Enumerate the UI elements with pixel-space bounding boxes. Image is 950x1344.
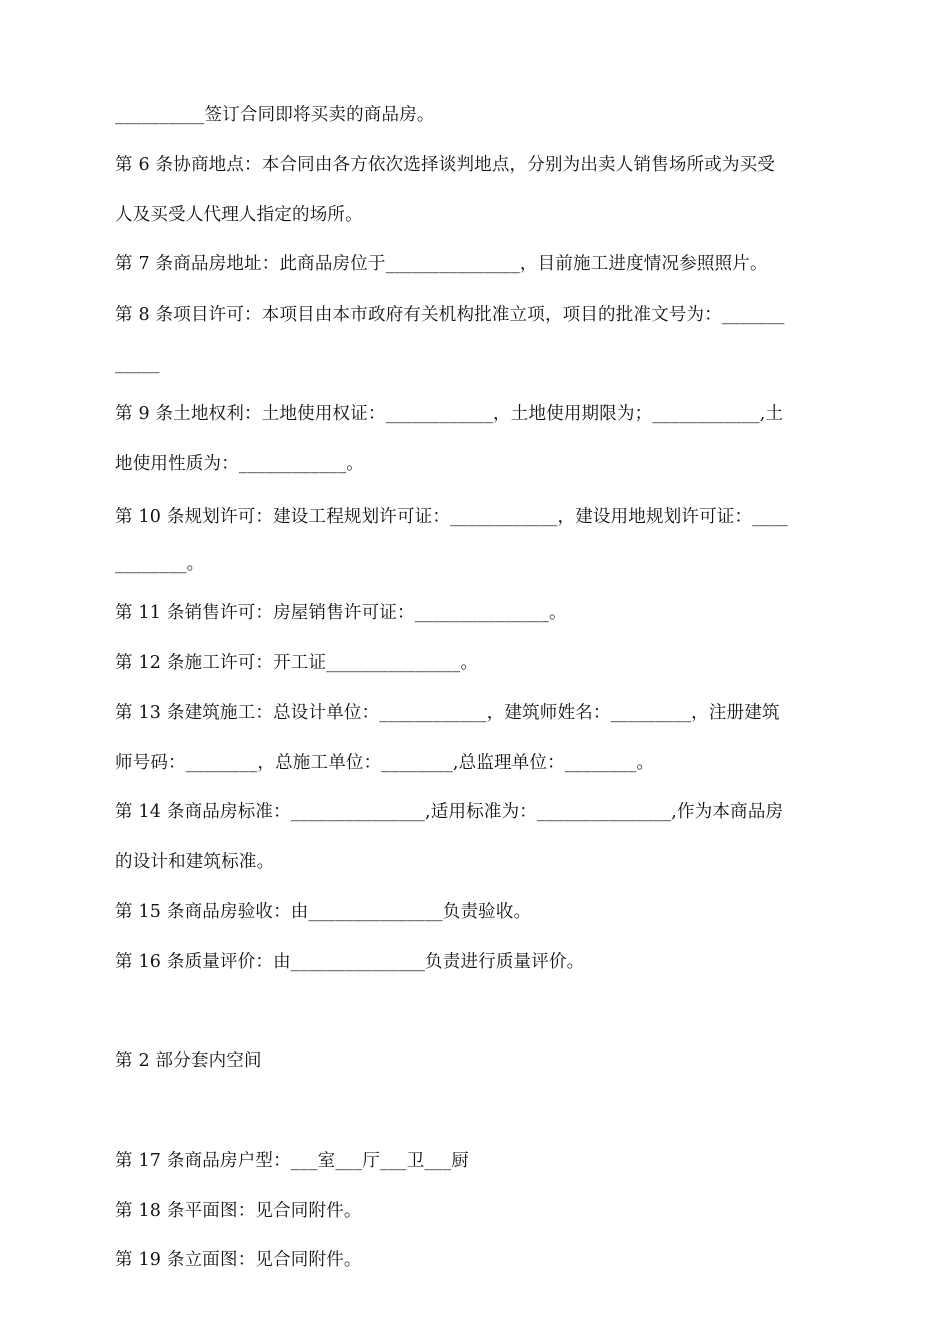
article-16: 第 16 条质量评价：由_______________负责进行质量评价。 [115, 952, 585, 972]
article-14-line-2: 的设计和建筑标准。 [115, 852, 275, 872]
article-13-line-2: 师号码：________，总施工单位：________,总监理单位：________。 [115, 753, 655, 773]
article-8-line-1: 第 8 条项目许可：本项目由本市政府有关机构批准立项，项目的批准文号为：_______ [115, 305, 785, 325]
article-13-line-1: 第 13 条建筑施工：总设计单位：____________，建筑师姓名：_________，注册建筑 [115, 703, 780, 723]
article-10-line-2: ________。 [115, 554, 205, 574]
article-14-line-1: 第 14 条商品房标准：_______________,适用标准为：_______________,作为本商品房 [115, 802, 784, 822]
article-7: 第 7 条商品房地址：此商品房位于_______________，目前施工进度情况参照照片。 [115, 254, 768, 274]
article-17: 第 17 条商品房户型：___室___厅___卫___厨 [115, 1151, 469, 1171]
article-10-line-1: 第 10 条规划许可：建设工程规划许可证：____________，建设用地规划许可证：____ [115, 507, 788, 527]
section-heading-part-2: 第 2 部分套内空间 [115, 1051, 262, 1071]
article-11: 第 11 条销售许可：房屋销售许可证：_______________。 [115, 603, 567, 623]
article-6-line-2: 人及买受人代理人指定的场所。 [115, 205, 363, 225]
article-15: 第 15 条商品房验收：由_______________负责验收。 [115, 902, 532, 922]
article-18: 第 18 条平面图：见合同附件。 [115, 1201, 362, 1221]
article-9-line-1: 第 9 条土地权利：土地使用权证：____________，土地使用期限为；____________,土 [115, 404, 784, 424]
article-6-line-1: 第 6 条协商地点：本合同由各方依次选择谈判地点，分别为出卖人销售场所或为买受 [115, 155, 776, 175]
text-line-intro-end: __________签订合同即将买卖的商品房。 [115, 105, 435, 125]
article-8-line-2: _____ [115, 354, 160, 374]
article-12: 第 12 条施工许可：开工证_______________。 [115, 653, 479, 673]
article-19: 第 19 条立面图：见合同附件。 [115, 1250, 362, 1270]
article-9-line-2: 地使用性质为：____________。 [115, 454, 364, 474]
